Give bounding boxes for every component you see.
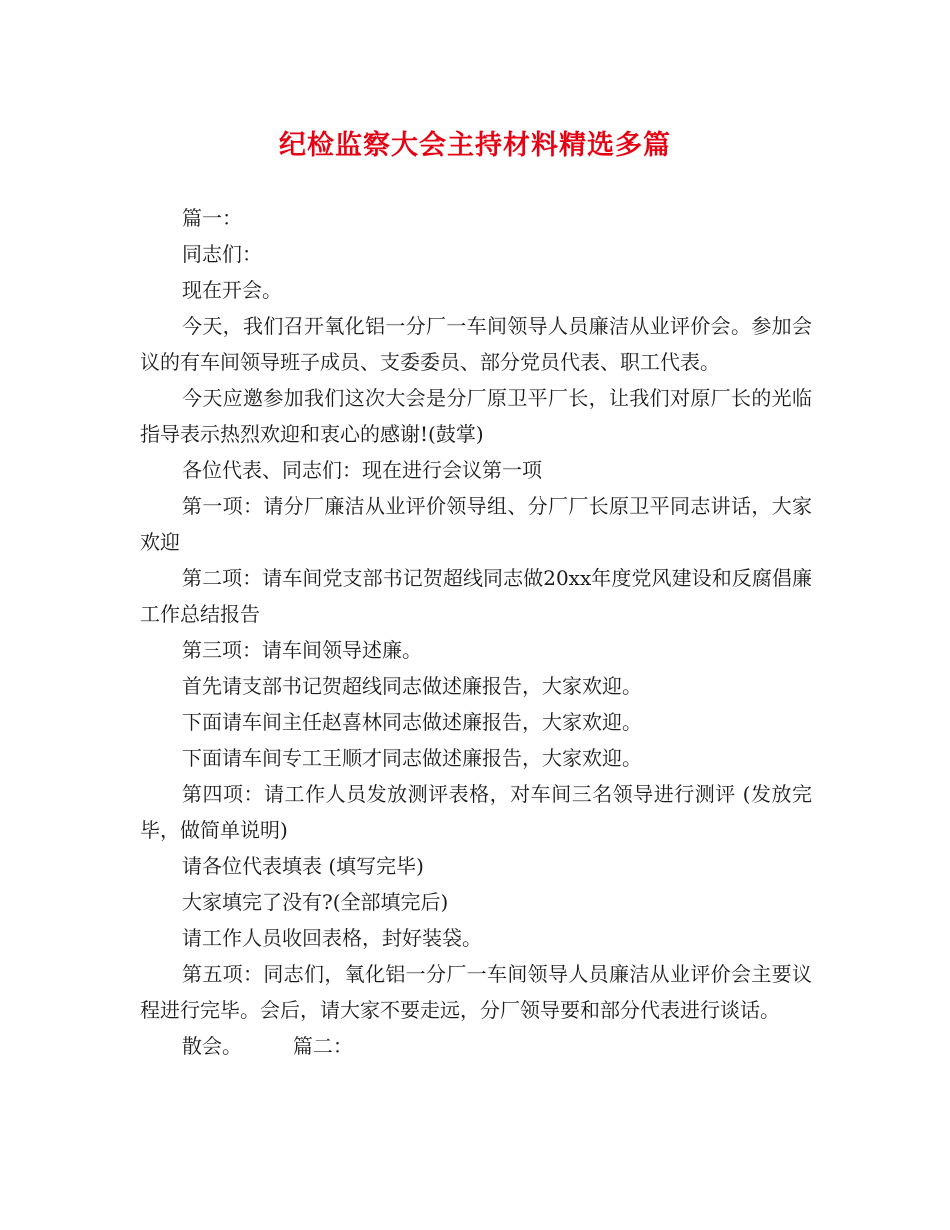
paragraph: 下面请车间专工王顺才同志做述廉报告，大家欢迎。 [182,746,642,770]
paragraph: 同志们： [182,242,262,266]
document-title: 纪检监察大会主持材料精选多篇 [279,130,671,161]
paragraph: 各位代表、同志们：现在进行会议第一项 [182,458,542,482]
paragraph: 第一项：请分厂廉洁从业评价领导组、分厂厂长原卫平同志讲话，大家欢迎 [140,494,812,554]
paragraph: 第四项：请工作人员发放测评表格，对车间三名领导进行测评 (发放完毕，做简单说明) [140,782,812,842]
paragraph: 请工作人员收回表格，封好装袋。 [182,926,482,950]
paragraph: 篇一： [182,206,242,230]
paragraph: 今天，我们召开氧化铝一分厂一车间领导人员廉洁从业评价会。参加会议的有车间领导班子成员、支委委员、部分党员代表、职工代表。 [140,314,812,374]
paragraph: 第三项：请车间领导述廉。 [182,638,422,662]
paragraph: 第二项：请车间党支部书记贺超线同志做20xx年度党风建设和反腐倡廉工作总结报告 [140,566,812,626]
paragraph: 现在开会。 [182,278,282,302]
paragraph: 首先请支部书记贺超线同志做述廉报告，大家欢迎。 [182,674,642,698]
document-body [140,200,812,1064]
paragraph: 今天应邀参加我们这次大会是分厂原卫平厂长，让我们对原厂长的光临指导表示热烈欢迎和衷心的感谢!(鼓掌) [140,386,812,446]
paragraph: 请各位代表填表 (填写完毕) [182,854,424,878]
paragraph: 第五项：同志们，氧化铝一分厂一车间领导人员廉洁从业评价会主要议程进行完毕。会后，请大家不要走远，分厂领导要和部分代表进行谈话。 [140,962,812,1022]
paragraph: 大家填完了没有?(全部填完后) [182,890,449,914]
paragraph: 散会。 篇二： [182,1034,353,1058]
paragraph: 下面请车间主任赵喜林同志做述廉报告，大家欢迎。 [182,710,642,734]
